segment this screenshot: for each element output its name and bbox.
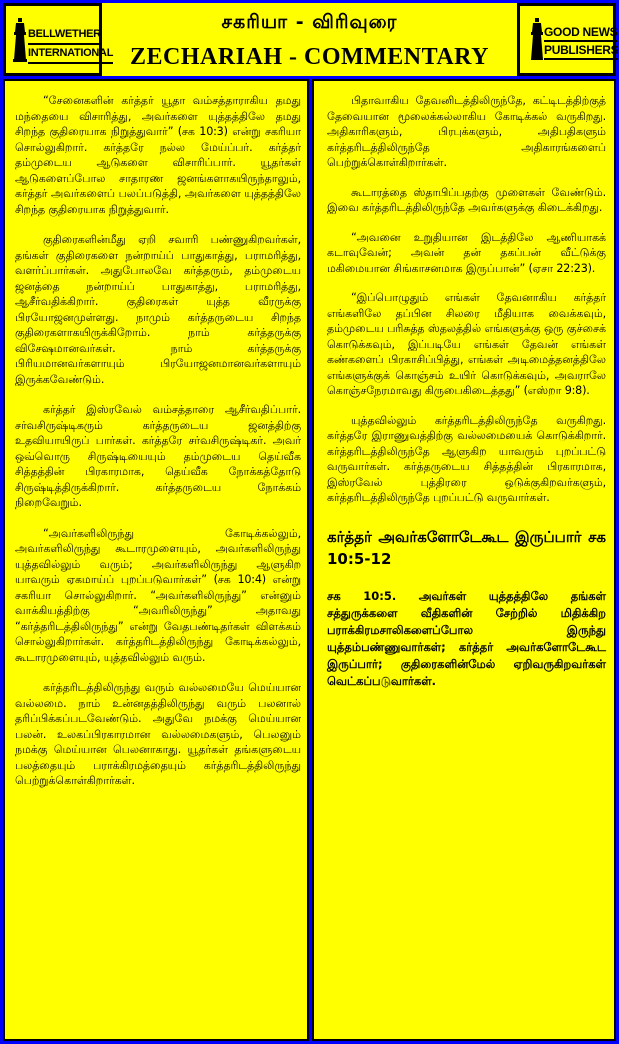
tower-icon xyxy=(531,18,543,62)
page-title-tamil: சகரியா - விரிவுரை xyxy=(221,11,398,33)
paragraph: கர்த்தரிடத்திலிருந்து வரும் வல்லமையே மெய்யான வல்லமை. நாம் உன்னதத்திலிருந்து வரும் பலனால் தரிப்பிக்கப்படவேண்டும். அதுவே நமக்கு மெய்யான பலன். உலகப்பிரகாரமான வல்லமைகளும், பெலனும் நமக்கு மெய்யான பெலனாகாது. யூதர்கள் தங்களுடைய பலத்தையும் பராக்கிரமத்தையும் கர்த்தரிடத்திலிருந்து பெற்றுக்கொள்கிறார்கள். xyxy=(15,681,301,787)
paragraph: கூடாரத்தை ஸ்தாபிப்பதற்கு முளைகள் வேண்டும். இவை கர்த்தரிடத்திலிருந்தே அவர்களுக்கு கிடைக்கிறது. xyxy=(327,185,606,214)
title-block xyxy=(102,3,517,76)
paragraph: யுத்தவில்லும் கர்த்தரிடத்திலிருந்தே வருகிறது. கர்த்தரே இராணுவத்திற்கு வல்லமையைக் கொடுக்கிறார். கர்த்தரிடத்திலிருந்தே ஆளுகிற யாவரும் புறப்பட்டு வருவார்கள். கர்த்தருடைய சித்தத்தின் பிரகாரமாக, இஸ்ரவேல் புத்திரரை ஒடுக்குகிறவர்களும், கர்த்தரிடத்திலிருந்தே புறப்பட்டு வருவார்கள். xyxy=(327,413,606,504)
paragraph: “சேனைகளின் கர்த்தர் யூதா வம்சத்தாராகிய தமது மந்தையை விசாரித்து, அவர்களை யுத்தத்திலே தமது சிறந்த குதிரையாக நிறுத்துவார்” (சக 10:3) என்று சகரியா சொல்லுகிறார். கர்த்தரே நல்ல மேய்ப்பர். கர்த்தர் தம்முடைய ஆடுகளை விசாரிப்பார். யூதர்கள் ஆடுகளைப்போல சாதாரண ஜனங்களாகயிருந்தாலும், கர்த்தர் அவர்களைப் பலப்படுத்தி, அவர்களை யுத்தத்திலே சிறந்த குதிரையாக நிறுத்துவார். xyxy=(15,94,301,216)
logo-line2: INTERNATIONAL xyxy=(28,45,113,64)
left-column xyxy=(3,79,309,1041)
logo-line1: GOOD NEWS xyxy=(544,24,617,42)
paragraph: “அவர்களிலிருந்து கோடிக்கல்லும், அவர்களிலிருந்து கூடாரமுளையும், அவர்களிலிருந்து யுத்தவில்லும் வரும்; அவர்களிலிருந்து ஆளுகிற யாவரும் ஏகமாய்ப் புறப்படுவார்கள்” (சக 10:4) என்று சகரியா சொல்லுகிறார். “அவர்களிலிருந்து” என்னும் வாக்கியத்திற்கு “அவரிலிருந்து” அதாவது “கர்த்தரிடத்திலிருந்து” என்று வேதபண்டிதர்கள் விளக்கம் சொல்லுகிறார்கள். கர்த்தரிடத்திலிருந்து கோடிக்கல்லும், கூடாரமுளையும், யுத்தவில்லும் வரும். xyxy=(15,526,301,664)
section-heading: கர்த்தர் அவர்களோடேகூட இருப்பார் சக 10:5-12 xyxy=(327,527,606,568)
logo-line2: PUBLISHERS xyxy=(544,42,618,60)
bellwether-logo xyxy=(3,3,114,76)
paragraph: குதிரைகளின்மீது ஏறி சவாரி பண்ணுகிறவர்கள், தங்கள் குதிரைகளை நன்றாய்ப் பாதுகாத்து, பராமரித்து, வளர்ப்பார்கள். அதுபோலவே கர்த்தரும், தம்முடைய ஜனத்தை நன்றாய்ப் பாதுகாத்து, பராமரித்து, ஆசீர்வதிக்கிறார். குதிரைகள் யுத்த வீரருக்கு பிரயோஜனமுள்ளது. நாமும் கர்த்தருடைய சிறந்த குதிரைகளாகயிருக்கிறோம். நாம் கர்த்தருக்கு விசேஷமானவர்கள். நாம் கர்த்தருக்கு பிரியமானவர்களாயும் பிரயோஜனமானவர்களாயும் இருக்கவேண்டும். xyxy=(15,233,301,386)
good-news-logo xyxy=(517,3,619,76)
paragraph: “இப்பொழுதும் எங்கள் தேவனாகிய கர்த்தர் எங்களிலே தப்பின சிலரை மீதியாக வைக்கவும், தம்முடைய பரிசுத்த ஸ்தலத்தில் எங்களுக்கு ஒரு குச்சைக் கொடுக்கவும், இப்படியே எங்கள் தேவன் எங்கள் கண்களைப் பிரகாசிப்பித்து, எங்கள் அடிமைத்தனத்திலே எங்களுக்குக் கொஞ்சம் உயிர் கொடுக்கவும், அவராலே கொஞ்சநேரமாவது கிருபைகிடைத்தது” (எஸ்றா 9:8). xyxy=(327,291,606,397)
page-title-english: ZECHARIAH - COMMENTARY xyxy=(129,44,490,70)
logo-line1: BELLWETHER xyxy=(28,26,101,45)
page-header xyxy=(3,3,619,76)
paragraph: பிதாவாகிய தேவனிடத்திலிருந்தே, கட்டிடத்திற்குத் தேவையான மூலைக்கல்லாகிய கோடிக்கல் வருகிறது. அதிகாரிகளும், பிரபுக்களும், அதிபதிகளும் கர்த்தரிடத்திலிருந்தே அதிகாரங்களைப் பெற்றுக்கொள்கிறார்கள். xyxy=(327,94,606,169)
right-column xyxy=(312,79,616,1041)
paragraph: கர்த்தர் இஸ்ரவேல் வம்சத்தாரை ஆசீர்வதிப்பார். சர்வசிருஷ்டிகரும் கர்த்தருடைய ஜனத்திற்கு உதவியாயிருப் பார்கள். கர்த்தரே சர்வசிருஷ்டிகர். அவர் ஒவ்வொரு சிருஷ்டியையும் தம்முடைய தெய்வீக சித்தத்தின் பிரகாரமாக, தெய்வீக நோக்கத்தோடு சிருஷ்டித்திருக்கிறார். கர்த்தருடைய நோக்கம் நிறைவேறும். xyxy=(15,403,301,509)
paragraph: “அவனை உறுதியான இடத்திலே ஆணியாகக் கடாவுவேன்; அவன் தன் தகப்பன் வீட்டுக்கு மகிமையான சிங்காசனமாக இருப்பான்” (ஏசா 22:23). xyxy=(327,230,606,275)
verse-text: சக 10:5. அவர்கள் யுத்தத்திலே தங்கள் சத்துருக்களை வீதிகளின் சேற்றில் மிதிக்கிற பராக்கிரமசாலிகளைப்போல இருந்து யுத்தம்பண்ணுவார்கள்; கர்த்தர் அவர்களோடேகூட இருப்பார்; குதிரைகளின்மேல் ஏறிவருகிறவர்கள் வெட்கப்படுவார்கள். xyxy=(327,588,606,688)
tower-icon xyxy=(13,18,27,62)
